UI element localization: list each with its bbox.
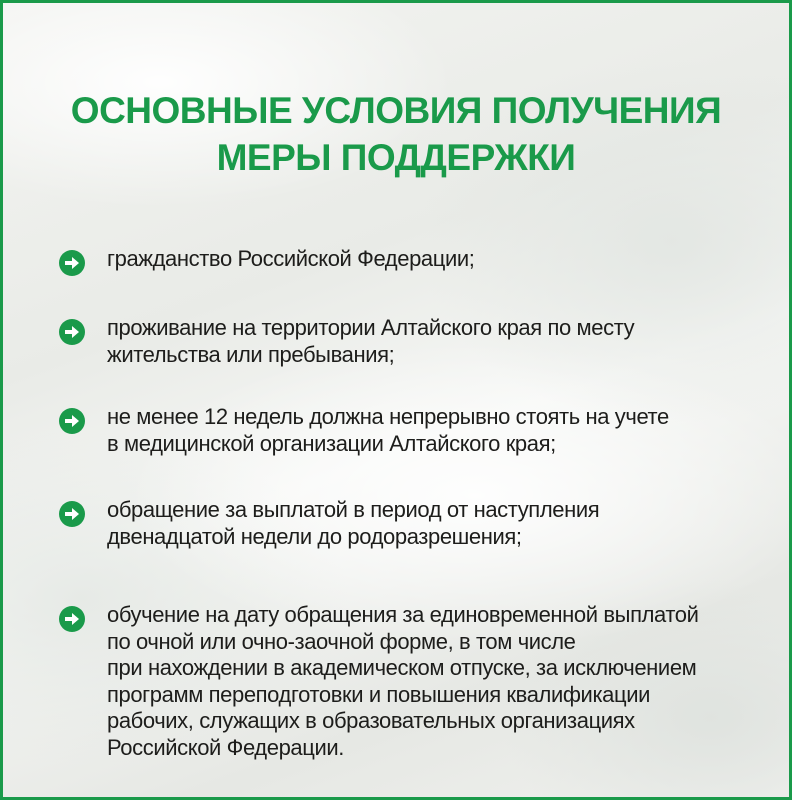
item-text: проживание на территории Алтайского края по месту жительства или пребывания; — [107, 315, 635, 367]
arrow-right-circle-icon — [59, 319, 85, 345]
arrow-right-circle-icon — [59, 408, 85, 434]
item-text: обращение за выплатой в период от наступления двенадцатой недели до родоразрешения; — [107, 497, 600, 549]
item-text: гражданство Российской Федерации; — [107, 246, 475, 271]
item-text: не менее 12 недель должна непрерывно стоять на учете в медицинской организации Алтайского края; — [107, 404, 669, 456]
title-line-2: МЕРЫ ПОДДЕРЖКИ — [216, 137, 576, 178]
arrow-right-circle-icon — [59, 501, 85, 527]
page-title — [3, 87, 789, 181]
arrow-right-circle-icon — [59, 250, 85, 276]
arrow-right-circle-icon — [59, 606, 85, 632]
item-text: обучение на дату обращения за единовременной выплатой по очной или очно-заочной форме, в том числе при нахождении в академическом отпуске, за исключением программ переподготовки и повышения квалификации рабочих, служащих в образовательных организациях Российской Федерации. — [107, 602, 699, 760]
title-line-1: ОСНОВНЫЕ УСЛОВИЯ ПОЛУЧЕНИЯ — [70, 90, 722, 131]
